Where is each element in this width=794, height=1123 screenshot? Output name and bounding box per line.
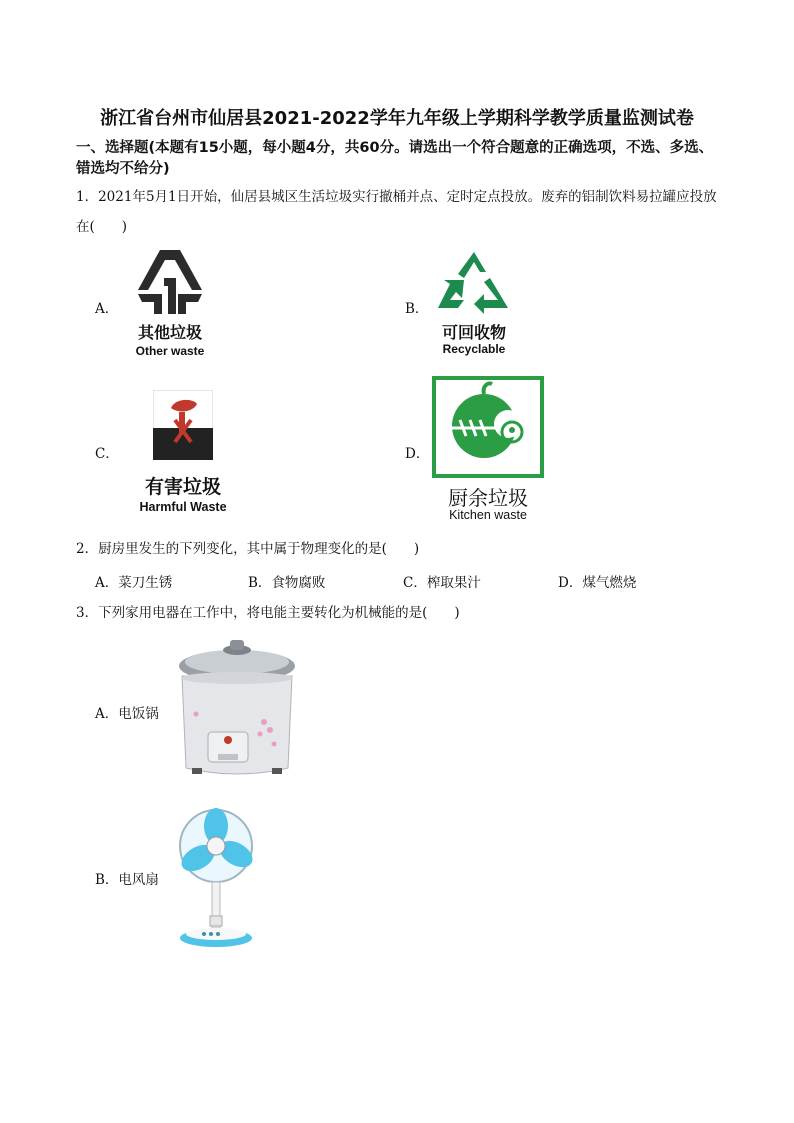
section-heading: 一、选择题(本题有15小题，每小题4分，共60分。请选出一个符合题意的正确选项，不选、多选、错选均不给分) — [76, 140, 714, 177]
q2-option-d: D．煤气燃烧 — [558, 575, 637, 591]
page-title: 浙江省台州市仙居县2021-2022学年九年级上学期科学教学质量监测试卷 — [100, 108, 694, 129]
question-text: 厨房里发生的下列变化，其中属于物理变化的是( ) — [98, 541, 420, 557]
kitchen-waste-sign — [430, 376, 546, 524]
question-1 — [76, 182, 726, 242]
option-c-en-label: Harmful Waste — [139, 500, 227, 514]
other-waste-sign — [120, 248, 220, 363]
option-a-zh-label: 其他垃圾 — [137, 323, 202, 342]
option-a-letter: A． — [95, 301, 119, 317]
electric-fan-icon — [172, 806, 262, 950]
option-d-zh-label: 厨余垃圾 — [448, 486, 528, 510]
option-b-en-label: Recyclable — [442, 342, 506, 356]
question-3 — [76, 598, 726, 628]
option-d-letter: D． — [405, 446, 430, 462]
option-a-en-label: Other waste — [135, 344, 205, 358]
kitchen-waste-icon — [432, 376, 544, 478]
option-b-letter: B． — [405, 301, 429, 317]
rice-cooker-icon — [172, 636, 302, 781]
recycle-icon — [424, 248, 524, 318]
question-text: 2021年5月1日开始，仙居县城区生活垃圾实行撤桶并点、定时定点投放。废弃的铝制饮料易拉罐应投放在( ) — [76, 189, 717, 235]
q2-option-b: B．食物腐败 — [248, 575, 326, 591]
other-waste-icon — [120, 248, 220, 318]
harmful-waste-sign — [125, 388, 241, 520]
question-2 — [76, 534, 726, 564]
option-b-zh-label: 可回收物 — [441, 323, 506, 342]
option-c-zh-label: 有害垃圾 — [144, 476, 221, 498]
recyclable-sign — [424, 248, 524, 363]
q2-option-a: A．菜刀生锈 — [95, 575, 173, 591]
q3-option-a: A．电饭锅 — [95, 706, 159, 722]
q3-option-b: B．电风扇 — [95, 872, 159, 888]
question-number: 2． — [76, 541, 99, 557]
electric-fan-image — [172, 806, 262, 950]
rice-cooker-image — [172, 636, 302, 781]
question-number: 1． — [76, 189, 99, 205]
question-text: 下列家用电器在工作中，将电能主要转化为机械能的是( ) — [98, 605, 460, 621]
question-number: 3． — [76, 605, 99, 621]
option-d-en-label: Kitchen waste — [449, 508, 527, 522]
option-c-letter: C． — [95, 446, 119, 462]
q2-option-c: C．榨取果汁 — [403, 575, 481, 591]
harmful-battery-icon — [153, 390, 213, 460]
